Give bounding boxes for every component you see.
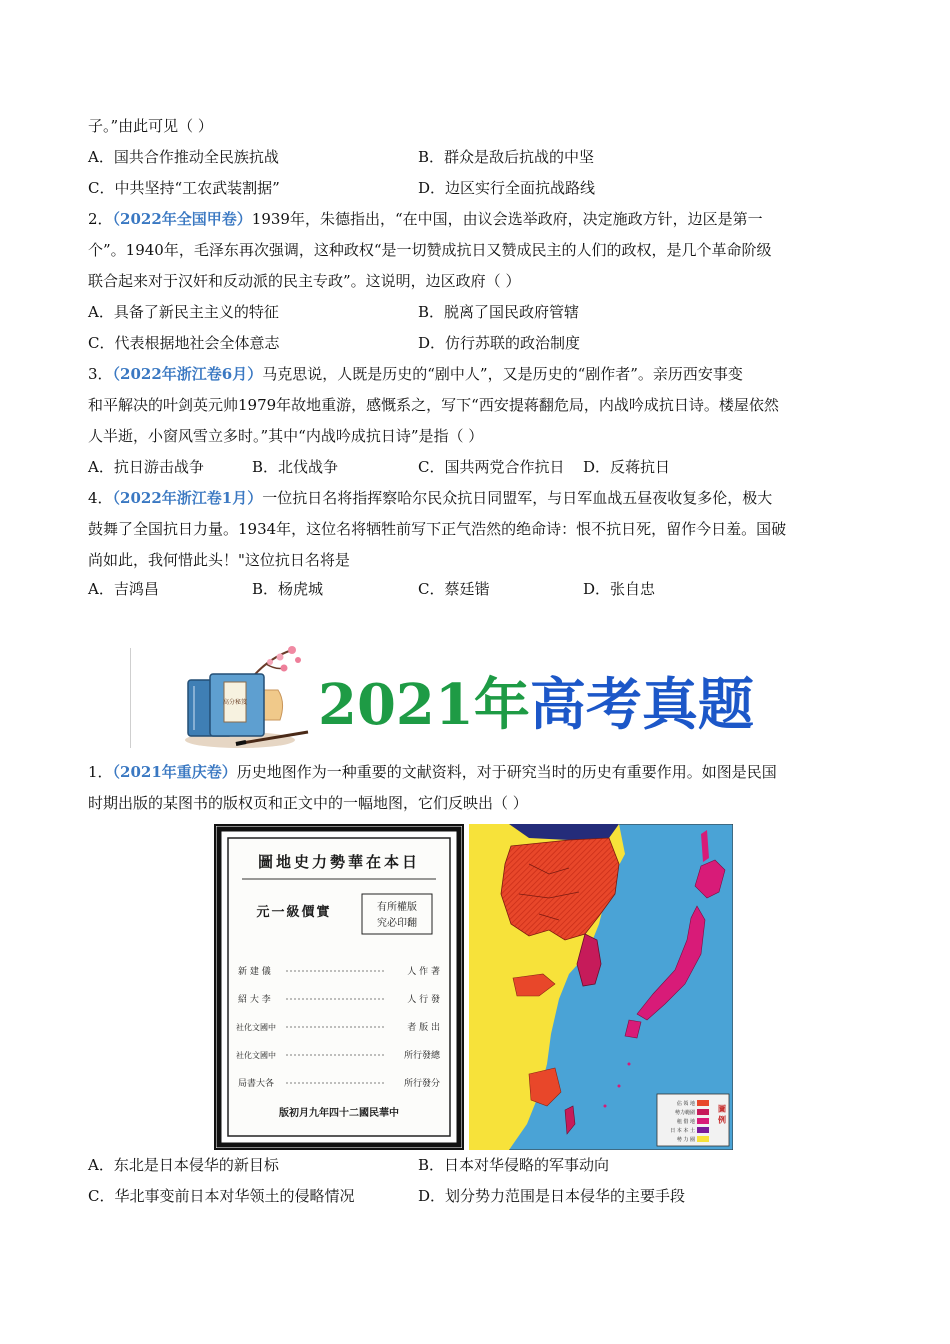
copyright-row-5-left: 局書大各 — [238, 1079, 275, 1089]
q3-source: （2022年浙江卷6月） — [112, 365, 263, 383]
copyright-row-2-left: 紹 大 李 — [238, 995, 271, 1005]
legend-swatch-1 — [697, 1100, 709, 1106]
copyright-page-figure — [214, 824, 464, 1150]
q-prev-option-b[interactable]: B．群众是敌后抗战的中坚 — [418, 148, 595, 166]
copyright-row-2-right: 人 行 發 — [407, 995, 440, 1005]
books-icon — [180, 640, 310, 752]
legend-swatch-3 — [697, 1118, 709, 1124]
legend-item-4: 日 本 本 土 — [670, 1128, 695, 1134]
q4-line3: 尚如此，我何惜此头！"这位抗日名将是 — [88, 551, 350, 569]
section-word: 高考真题 — [529, 672, 754, 738]
q3-option-b[interactable]: B．北伐战争 — [252, 458, 339, 476]
q2-option-a[interactable]: A．具备了新民主主义的特征 — [88, 303, 279, 321]
copyright-row-3-right: 者 版 出 — [407, 1023, 440, 1033]
q4-number: 4． — [88, 489, 113, 507]
copyright-row-3-left: 社化文國中 — [236, 1023, 276, 1032]
q-prev-option-a[interactable]: A．国共合作推动全民族抗战 — [88, 148, 279, 166]
q4-option-a[interactable]: A．吉鸿昌 — [88, 580, 159, 598]
copyright-row-1-right: 人 作 著 — [407, 967, 440, 977]
q-prev-option-d[interactable]: D．边区实行全面抗战路线 — [418, 179, 596, 197]
q4-option-b[interactable]: B．杨虎城 — [252, 580, 324, 598]
q2-text1: 1939年，朱德指出，“在中国，由议会选举政府，决定施政方针，边区是第一 — [251, 210, 763, 228]
legend-item-5: 勢 力 圈 — [676, 1137, 695, 1143]
q3-option-c[interactable]: C．国共两党合作抗日 — [418, 458, 565, 476]
legend-title: 圖 例 — [717, 1104, 727, 1124]
q5-source: （2021年重庆卷） — [112, 763, 237, 781]
q3-option-d[interactable]: D．反蒋抗日 — [583, 458, 671, 476]
q3-number: 3． — [88, 365, 113, 383]
q3-line2: 和平解决的叶剑英元帅1979年故地重游，感慨系之，写下“西安提蒋翻危局，内战吟成抗日诗。楼屋依然 — [88, 396, 779, 414]
q3-option-a[interactable]: A．抗日游击战争 — [88, 458, 204, 476]
q5-line2: 时期出版的某图书的版权页和正文中的一幅地图，它们反映出（ ） — [88, 794, 528, 812]
q4-line2: 鼓舞了全国抗日力量。1934年，这位名将牺牲前写下正气浩然的绝命诗：恨不抗日死，留作今日羞。国破 — [88, 520, 787, 538]
copyright-price: 元一級價實 — [256, 905, 332, 920]
q3-line1 — [88, 364, 743, 384]
q5-text1: 历史地图作为一种重要的文献资料，对于研究当时的历史有重要作用。如图是民国 — [236, 763, 777, 781]
q5-line1 — [88, 762, 777, 782]
section-title — [318, 670, 754, 740]
copyright-row-1-left: 新 建 儀 — [238, 967, 271, 977]
q4-source: （2022年浙江卷1月） — [112, 489, 263, 507]
q2-source: （2022年全国甲卷） — [112, 210, 252, 228]
copyright-row-4-right: 所行發總 — [403, 1051, 440, 1061]
q2-option-d[interactable]: D．仿行苏联的政治制度 — [418, 334, 581, 352]
q4-option-c[interactable]: C．蔡廷锴 — [418, 580, 490, 598]
q5-option-c[interactable]: C．华北事变前日本对华领土的侵略情况 — [88, 1187, 355, 1205]
legend-item-3: 租 借 地 — [676, 1119, 695, 1125]
book-label: 高分秘笈 — [222, 699, 248, 706]
q5-option-d[interactable]: D．划分势力范围是日本侵华的主要手段 — [418, 1187, 686, 1205]
q-prev-tail: 子。”由此可见（ ） — [88, 117, 213, 135]
q5-option-b[interactable]: B．日本对华侵略的军事动向 — [418, 1156, 610, 1174]
banner-divider — [130, 648, 131, 748]
copyright-date: 版初月九年四十二國民華中 — [279, 1108, 399, 1119]
q5-option-a[interactable]: A．东北是日本侵华的新目标 — [88, 1156, 279, 1174]
q3-text1: 马克思说，人既是历史的“剧中人”，又是历史的“剧作者”。亲历西安事变 — [262, 365, 743, 383]
copyright-title: 圖地史力勢華在本日 — [257, 853, 421, 871]
q2-option-c[interactable]: C．代表根据地社会全体意志 — [88, 334, 280, 352]
japan-influence-map — [469, 824, 733, 1150]
legend-swatch-5 — [697, 1136, 709, 1142]
legend-swatch-2 — [697, 1109, 709, 1115]
copyright-row-4-left: 社化文國中 — [236, 1051, 276, 1060]
q2-number: 2． — [88, 210, 113, 228]
q2-line1 — [88, 209, 763, 229]
q-prev-option-c[interactable]: C．中共坚持“工农武装割据” — [88, 179, 280, 197]
legend-item-2: 勢力範圍 — [674, 1110, 695, 1116]
copyright-rights-2: 究必印翻 — [377, 918, 417, 929]
q4-text1: 一位抗日名将指挥察哈尔民众抗日同盟军，与日军血战五昼夜收复多伦，极大 — [262, 489, 773, 507]
q4-line1 — [88, 488, 772, 508]
copyright-row-5-right: 所行發分 — [403, 1079, 440, 1089]
q2-line3: 联合起来对于汉奸和反动派的民主专政”。这说明，边区政府（ ） — [88, 272, 521, 290]
q3-line3: 人半逝，小窗风雪立多时。”其中“内战吟成抗日诗”是指（ ） — [88, 427, 484, 445]
legend-item-1: 佔 領 地 — [676, 1101, 695, 1107]
q2-line2: 个”。1940年，毛泽东再次强调，这种政权“是一切赞成抗日又赞成民主的人们的政权，是几个革命阶级 — [88, 241, 772, 259]
legend-swatch-4 — [697, 1127, 709, 1133]
q2-option-b[interactable]: B．脱离了国民政府管辖 — [418, 303, 580, 321]
copyright-rights-1: 有所權版 — [377, 902, 417, 913]
q5-number: 1． — [88, 763, 113, 781]
q4-option-d[interactable]: D．张自忠 — [583, 580, 656, 598]
section-year: 2021年 — [318, 672, 530, 738]
